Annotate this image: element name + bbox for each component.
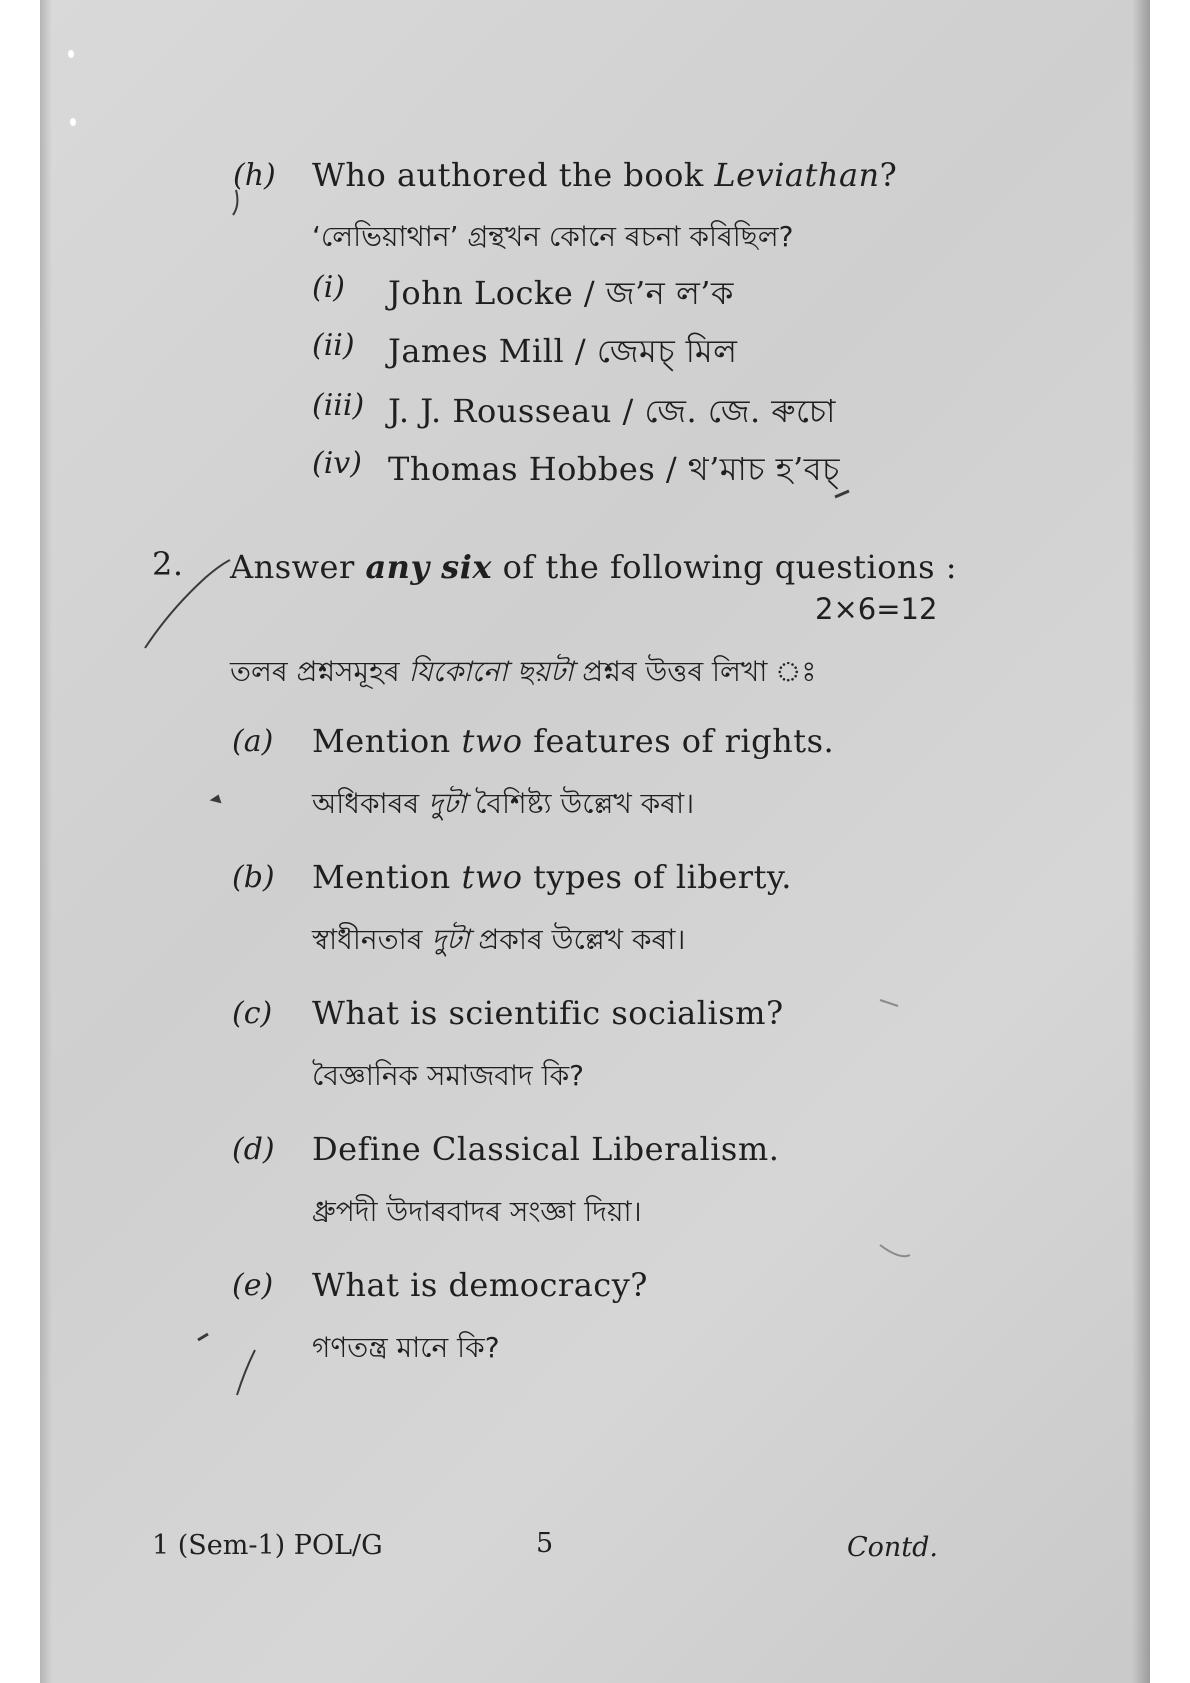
sub-question-text: Define Classical Liberalism. [312,1130,780,1168]
sub-question-text-assamese: স্বাধীনতাৰ দুটা প্ৰকাৰ উল্লেখ কৰা। [312,923,686,956]
option-text: John Locke / জ’ন ল’ক [388,274,734,312]
sub-question-text-assamese: অধিকাৰৰ দুটা বৈশিষ্ট্য উল্লেখ কৰা। [312,787,695,820]
pen-tick-mark [212,796,220,802]
page-number: 5 [536,1528,554,1559]
option-label: (i) [312,270,346,305]
question-label: (h) [233,158,276,193]
option-text: J. J. Rousseau / জে. জে. ৰুচো [388,392,836,430]
instruction-text: Answer any six of the following questions : [230,548,957,586]
sub-question-label: (a) [232,724,274,759]
pen-tick-mark [233,190,237,215]
pen-tick-mark [237,1350,255,1395]
marks-allocation: 2×6=12 [815,592,938,626]
question-number: 2. [152,545,184,583]
pen-tick-mark [835,491,849,497]
option-text: Thomas Hobbes / থ’মাচ হ’বচ্ [388,450,840,488]
sub-question-text-assamese: বৈজ্ঞানিক সমাজবাদ কি? [312,1059,585,1092]
option-label: (ii) [312,328,355,363]
instruction-text-assamese: তলৰ প্ৰশ্নসমূহৰ যিকোনো ছয়টা প্ৰশ্নৰ উত্তৰ লিখা ঃ [230,655,817,688]
sub-question-label: (e) [232,1268,274,1303]
sub-question-text: Mention two features of rights. [312,722,835,760]
option-text: James Mill / জেমচ্ মিল [388,332,738,370]
continued-note: Contd. [847,1532,939,1563]
option-label: (iv) [312,446,362,481]
sub-question-text-assamese: গণতন্ত্ৰ মানে কি? [312,1331,500,1364]
option-label: (iii) [312,388,365,423]
sub-question-label: (b) [232,860,275,895]
pen-tick-mark [145,560,230,648]
sub-question-text: What is scientific socialism? [312,994,784,1032]
pen-marks [40,0,1150,1683]
sub-question-label: (d) [232,1132,275,1167]
sub-question-text: Mention two types of liberty. [312,858,792,896]
paper-code: 1 (Sem-1) POL/G [152,1530,383,1561]
pen-smudge [880,1000,898,1006]
pen-smudge [880,1245,910,1256]
sub-question-text-assamese: ধ্ৰুপদী উদাৰবাদৰ সংজ্ঞা দিয়া। [312,1195,642,1228]
question-text: Who authored the book Leviathan? [312,156,898,194]
sub-question-text: What is democracy? [312,1266,648,1304]
pen-tick-mark [198,1334,208,1340]
exam-page [40,0,1150,1683]
sub-question-label: (c) [232,996,273,1031]
question-text-assamese: ‘লেভিয়াথান’ গ্ৰন্থখন কোনে ৰচনা কৰিছিল? [312,220,794,253]
